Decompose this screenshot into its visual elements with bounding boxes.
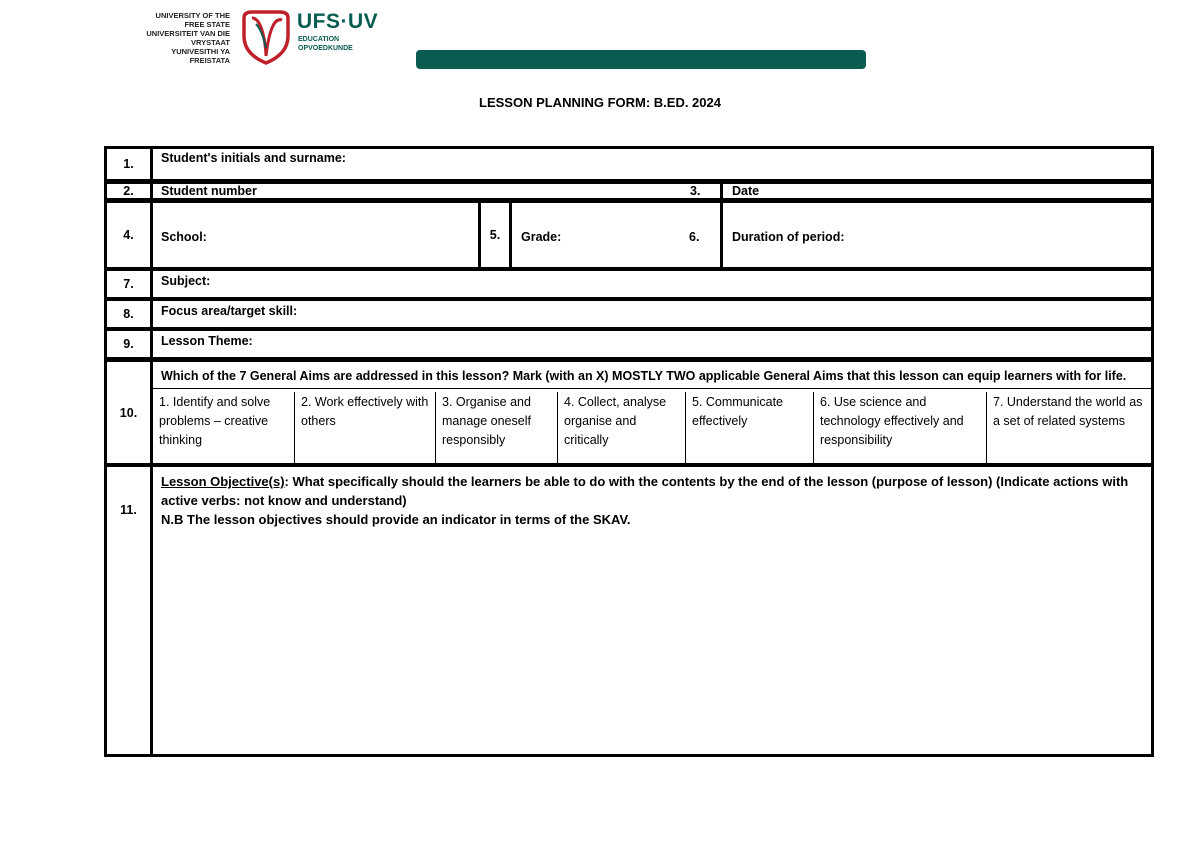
general-aims-section	[150, 359, 1154, 466]
row-number: 11.	[104, 464, 153, 757]
row-number: 6.	[689, 230, 700, 244]
aim-option-7[interactable]: 7. Understand the world as a set of related systems	[993, 395, 1143, 428]
grade-field[interactable]	[509, 200, 723, 270]
aim-option-1[interactable]: 1. Identify and solve problems – creative thinking	[153, 392, 295, 463]
aim-option-3[interactable]: 3. Organise and manage oneself responsibly	[436, 392, 558, 463]
header-bar	[416, 50, 866, 69]
aim-option-6[interactable]: 6. Use science and technology effectively and responsibility	[814, 392, 987, 463]
field-label: Focus area/target skill:	[161, 304, 298, 318]
field-label: Subject:	[161, 274, 211, 288]
aim-option-5[interactable]: 5. Communicate effectively	[686, 392, 814, 463]
date-field[interactable]	[720, 181, 1154, 201]
brand-subtitle-line: EDUCATION	[298, 36, 340, 43]
university-name	[130, 11, 230, 65]
row-number: 1.	[104, 146, 153, 182]
brand-logo: UFS·UV	[297, 10, 379, 33]
objective-heading: Lesson Objective(s)	[161, 474, 285, 489]
brand-subtitle-line: OPVOEDKUNDE	[298, 45, 353, 52]
university-line: FREE STATE	[184, 20, 230, 29]
field-label: Lesson Theme:	[161, 334, 253, 348]
university-line: YUNIVESITHI YA	[171, 47, 230, 56]
row-number: 3.	[690, 184, 701, 198]
divider	[153, 388, 1151, 389]
student-number-field[interactable]	[150, 181, 723, 201]
subject-field[interactable]	[150, 268, 1154, 300]
field-label: Date	[732, 184, 760, 198]
row-number: 7.	[104, 268, 153, 300]
field-label: School:	[161, 230, 207, 244]
row-number: 5.	[478, 200, 512, 270]
page-title: LESSON PLANNING FORM: B.ED. 2024	[479, 95, 721, 110]
focus-area-field[interactable]	[150, 298, 1154, 330]
row-number: 9.	[104, 328, 153, 360]
field-label: Grade:	[521, 230, 562, 244]
objective-note: N.B The lesson objectives should provide an indicator in terms of the SKAV.	[161, 512, 631, 527]
lesson-objectives-field[interactable]	[150, 464, 1154, 757]
general-aims-question: Which of the 7 General Aims are addressed in this lesson? Mark (with an X) MOSTLY TWO applicable General Aims that this lesson can equip learners with for life.	[161, 369, 1127, 383]
university-line: FREISTATA	[189, 56, 230, 65]
field-label: Student number	[161, 184, 257, 198]
duration-field[interactable]	[720, 200, 1154, 270]
initials-field[interactable]	[150, 146, 1154, 182]
objective-instructions	[161, 472, 1141, 529]
university-line: UNIVERSITEIT VAN DIE	[146, 29, 230, 38]
objective-description: : What specifically should the learners be able to do with the contents by the end of the lesson (purpose of lesson) (Indicate actions with active verbs: not know and understand)	[161, 474, 1129, 508]
school-field[interactable]	[150, 200, 481, 270]
brand-subtitle	[298, 35, 353, 53]
field-label: Duration of period:	[732, 230, 845, 244]
university-line: UNIVERSITY OF THE	[155, 11, 230, 20]
row-number: 2.	[104, 181, 153, 201]
university-crest-icon	[238, 8, 294, 66]
university-line: VRYSTAAT	[190, 38, 230, 47]
row-number: 10.	[104, 359, 153, 466]
row-number: 8.	[104, 298, 153, 330]
row-number: 4.	[104, 200, 153, 270]
field-label: Student's initials and surname:	[161, 151, 346, 165]
aim-option-2[interactable]: 2. Work effectively with others	[295, 392, 436, 463]
aim-option-4[interactable]: 4. Collect, analyse organise and critically	[558, 392, 686, 463]
lesson-theme-field[interactable]	[150, 328, 1154, 360]
